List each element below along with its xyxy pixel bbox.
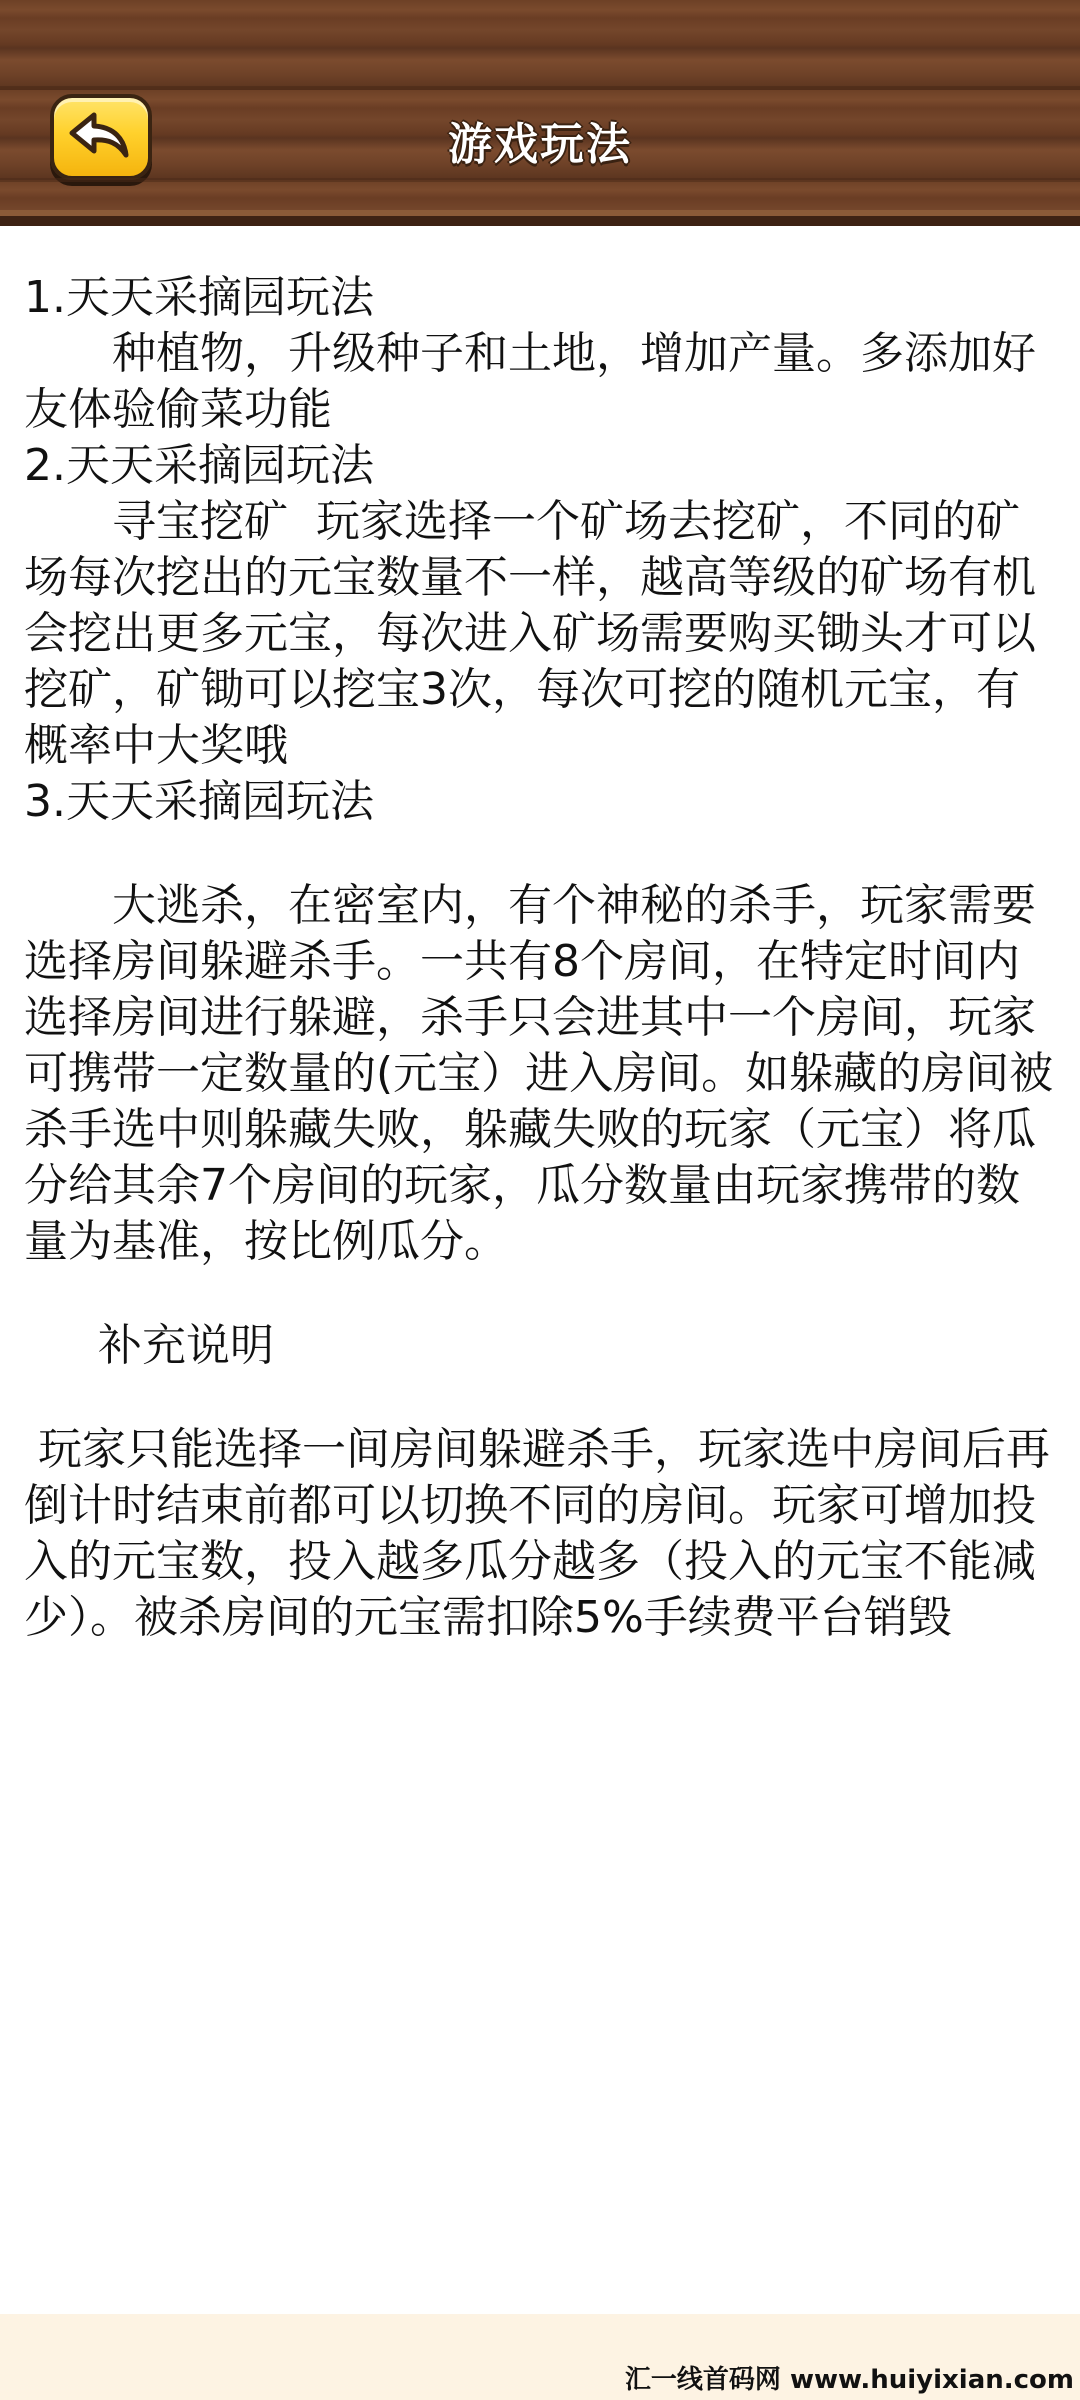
section-body-3: 大逃杀，在密室内，有个神秘的杀手，玩家需要选择房间躲避杀手。一共有8个房间，在特定时间内选择房间进行躲避，杀手只会进其中一个房间，玩家可携带一定数量的(元宝）进入房间。如躲藏的房间被杀手选中则躲藏失败，躲藏失败的玩家（元宝）将瓜分给其余7个房间的玩家，瓜分数量由玩家携带的数量为基准，按比例瓜分。 — [24, 880, 1054, 1267]
section-body-1: 种植物，升级种子和土地，增加产量。多添加好友体验偷菜功能 — [24, 328, 1036, 435]
supplement-heading: 补充说明 — [98, 1320, 274, 1371]
watermark: 汇一线首码网 www.huiyixian.com — [624, 2365, 1074, 2395]
spacer — [24, 1374, 1060, 1422]
section-heading-2: 2.天天采摘园玩法 — [24, 440, 374, 491]
spacer — [24, 830, 1060, 878]
section-heading-3: 3.天天采摘园玩法 — [24, 776, 374, 827]
page-title: 游戏玩法 — [448, 119, 632, 170]
supplement-body: 玩家只能选择一间房间躲避杀手，玩家选中房间后再倒计时结束前都可以切换不同的房间。玩家可增加投入的元宝数，投入越多瓜分越多（投入的元宝不能减少）。被杀房间的元宝需扣除5%手续费平台销毁 — [24, 1424, 1050, 1643]
section-body-2: 寻宝挖矿 玩家选择一个矿场去挖矿，不同的矿场每次挖出的元宝数量不一样，越高等级的矿场有机会挖出更多元宝，每次进入矿场需要购买锄头才可以挖矿，矿锄可以挖宝3次，每次可挖的随机元宝，有概率中大奖哦 — [24, 496, 1036, 771]
rules-content — [24, 270, 1060, 1646]
header-bar — [0, 0, 1080, 226]
footer-bar — [0, 2314, 1080, 2400]
section-heading-1: 1.天天采摘园玩法 — [24, 272, 374, 323]
spacer — [24, 1270, 1060, 1318]
